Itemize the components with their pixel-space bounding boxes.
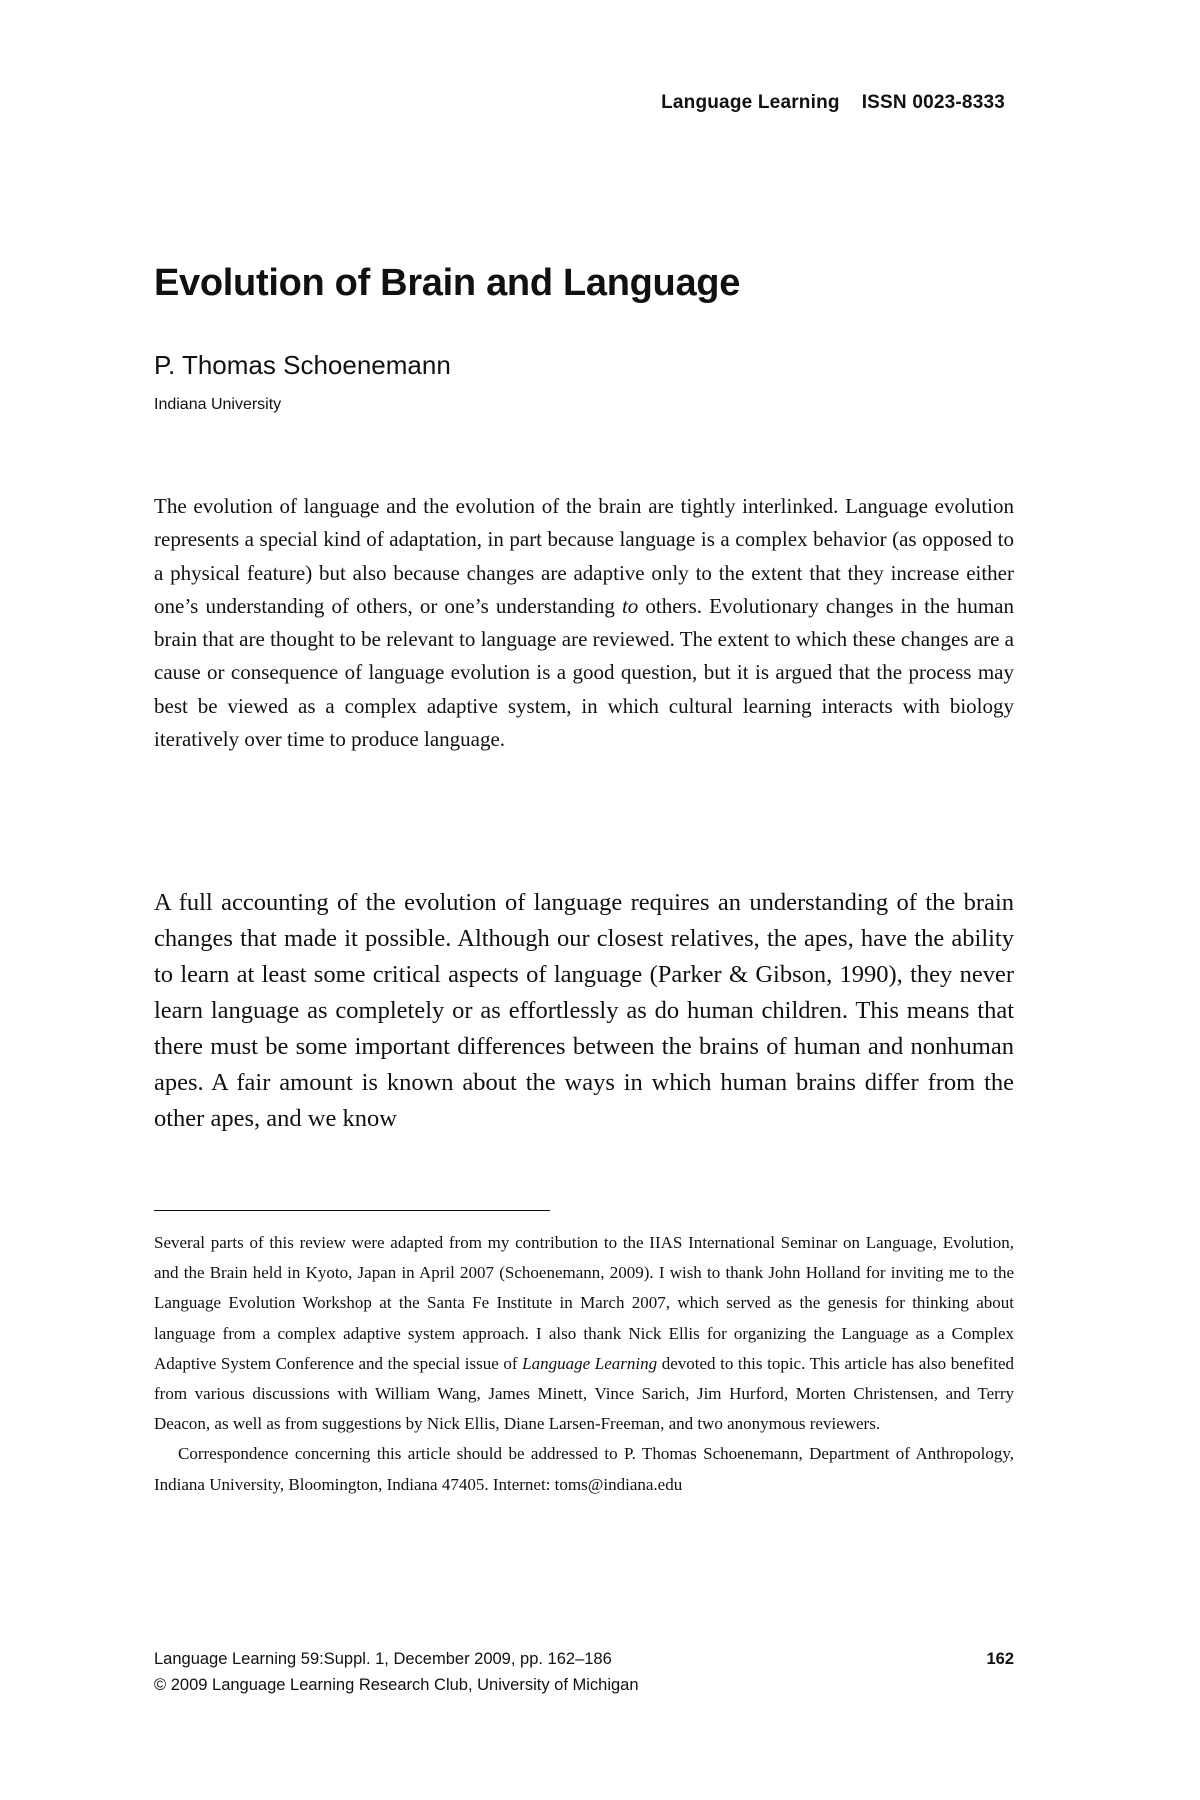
- article-title: Evolution of Brain and Language: [154, 262, 741, 304]
- author-name: P. Thomas Schoenemann: [154, 350, 451, 380]
- author-affiliation: Indiana University: [154, 396, 282, 413]
- abstract-text-2: others. Evolutionary changes in the human brain that are thought to be relevant to language are reviewed. The extent to which these changes are a cause or consequence of language evolution is a good question, but it is argued that the process may best be viewed as a complex adaptive system, in which cultural learning interacts with biology iteratively over time to produce language.: [154, 593, 1014, 752]
- acknowledgment-text-1: Several parts of this review were adapted from my contribution to the IIAS International Seminar on Language, Evolution, and the Brain held in Kyoto, Japan in April 2007 (Schoenemann, 2009). I wish to thank John Holland for inviting me to the Language Evolution Workshop at the Santa Fe Institute in March 2007, which served as the genesis for thinking about language from a complex adaptive system approach. I also thank Nick Ellis for organizing the Language as a Complex Adaptive System Conference and the special issue of: [154, 1233, 1014, 1373]
- journal-name: Language Learning: [661, 92, 840, 113]
- page-number: 162: [986, 1650, 1014, 1668]
- copyright-line: © 2009 Language Learning Research Club, University of Michigan: [154, 1676, 639, 1694]
- journal-issn: ISSN 0023-8333: [861, 92, 1005, 113]
- acknowledgment-journal-italic: Language Learning: [522, 1353, 658, 1373]
- abstract-text-1: The evolution of language and the evolution of the brain are tightly interlinked. Language evolution represents a special kind of adaptation, in part because language is a complex behavior (as opposed to a physical feature) but also because changes are adaptive only to the extent that they increase either one’s understanding of others, or one’s understanding: [154, 494, 1014, 618]
- abstract: [154, 490, 1014, 756]
- body-paragraph: A full accounting of the evolution of language requires an understanding of the brain changes that made it possible. Although our closest relatives, the apes, have the ability to learn at least some critical aspects of language (Parker & Gibson, 1990), they never learn language as completely or as effortlessly as do human children. This means that there must be some important differences between the brains of human and nonhuman apes. A fair amount is known about the ways in which human brains differ from the other apes, and we know: [154, 889, 1014, 1132]
- acknowledgment-note: [154, 1228, 1014, 1439]
- footnotes: [154, 1228, 1014, 1500]
- footnote-divider: [154, 1210, 550, 1211]
- running-header: [661, 92, 1005, 114]
- acknowledgment-text-2: devoted to this topic. This article has also benefited from various discussions with William Wang, James Minett, Vince Sarich, Jim Hurford, Morten Christensen, and Terry Deacon, as well as from suggestions by Nick Ellis, Diane Larsen-Freeman, and two anonymous reviewers.: [154, 1353, 1014, 1434]
- citation-line: Language Learning 59:Suppl. 1, December 2009, pp. 162–186: [154, 1650, 612, 1668]
- page-footer: [154, 1646, 1014, 1698]
- abstract-italic-word: to: [621, 593, 639, 618]
- correspondence-note: Correspondence concerning this article should be addressed to P. Thomas Schoenemann, Department of Anthropology, Indiana University, Bloomington, Indiana 47405. Internet: toms@indiana.edu: [154, 1444, 1014, 1494]
